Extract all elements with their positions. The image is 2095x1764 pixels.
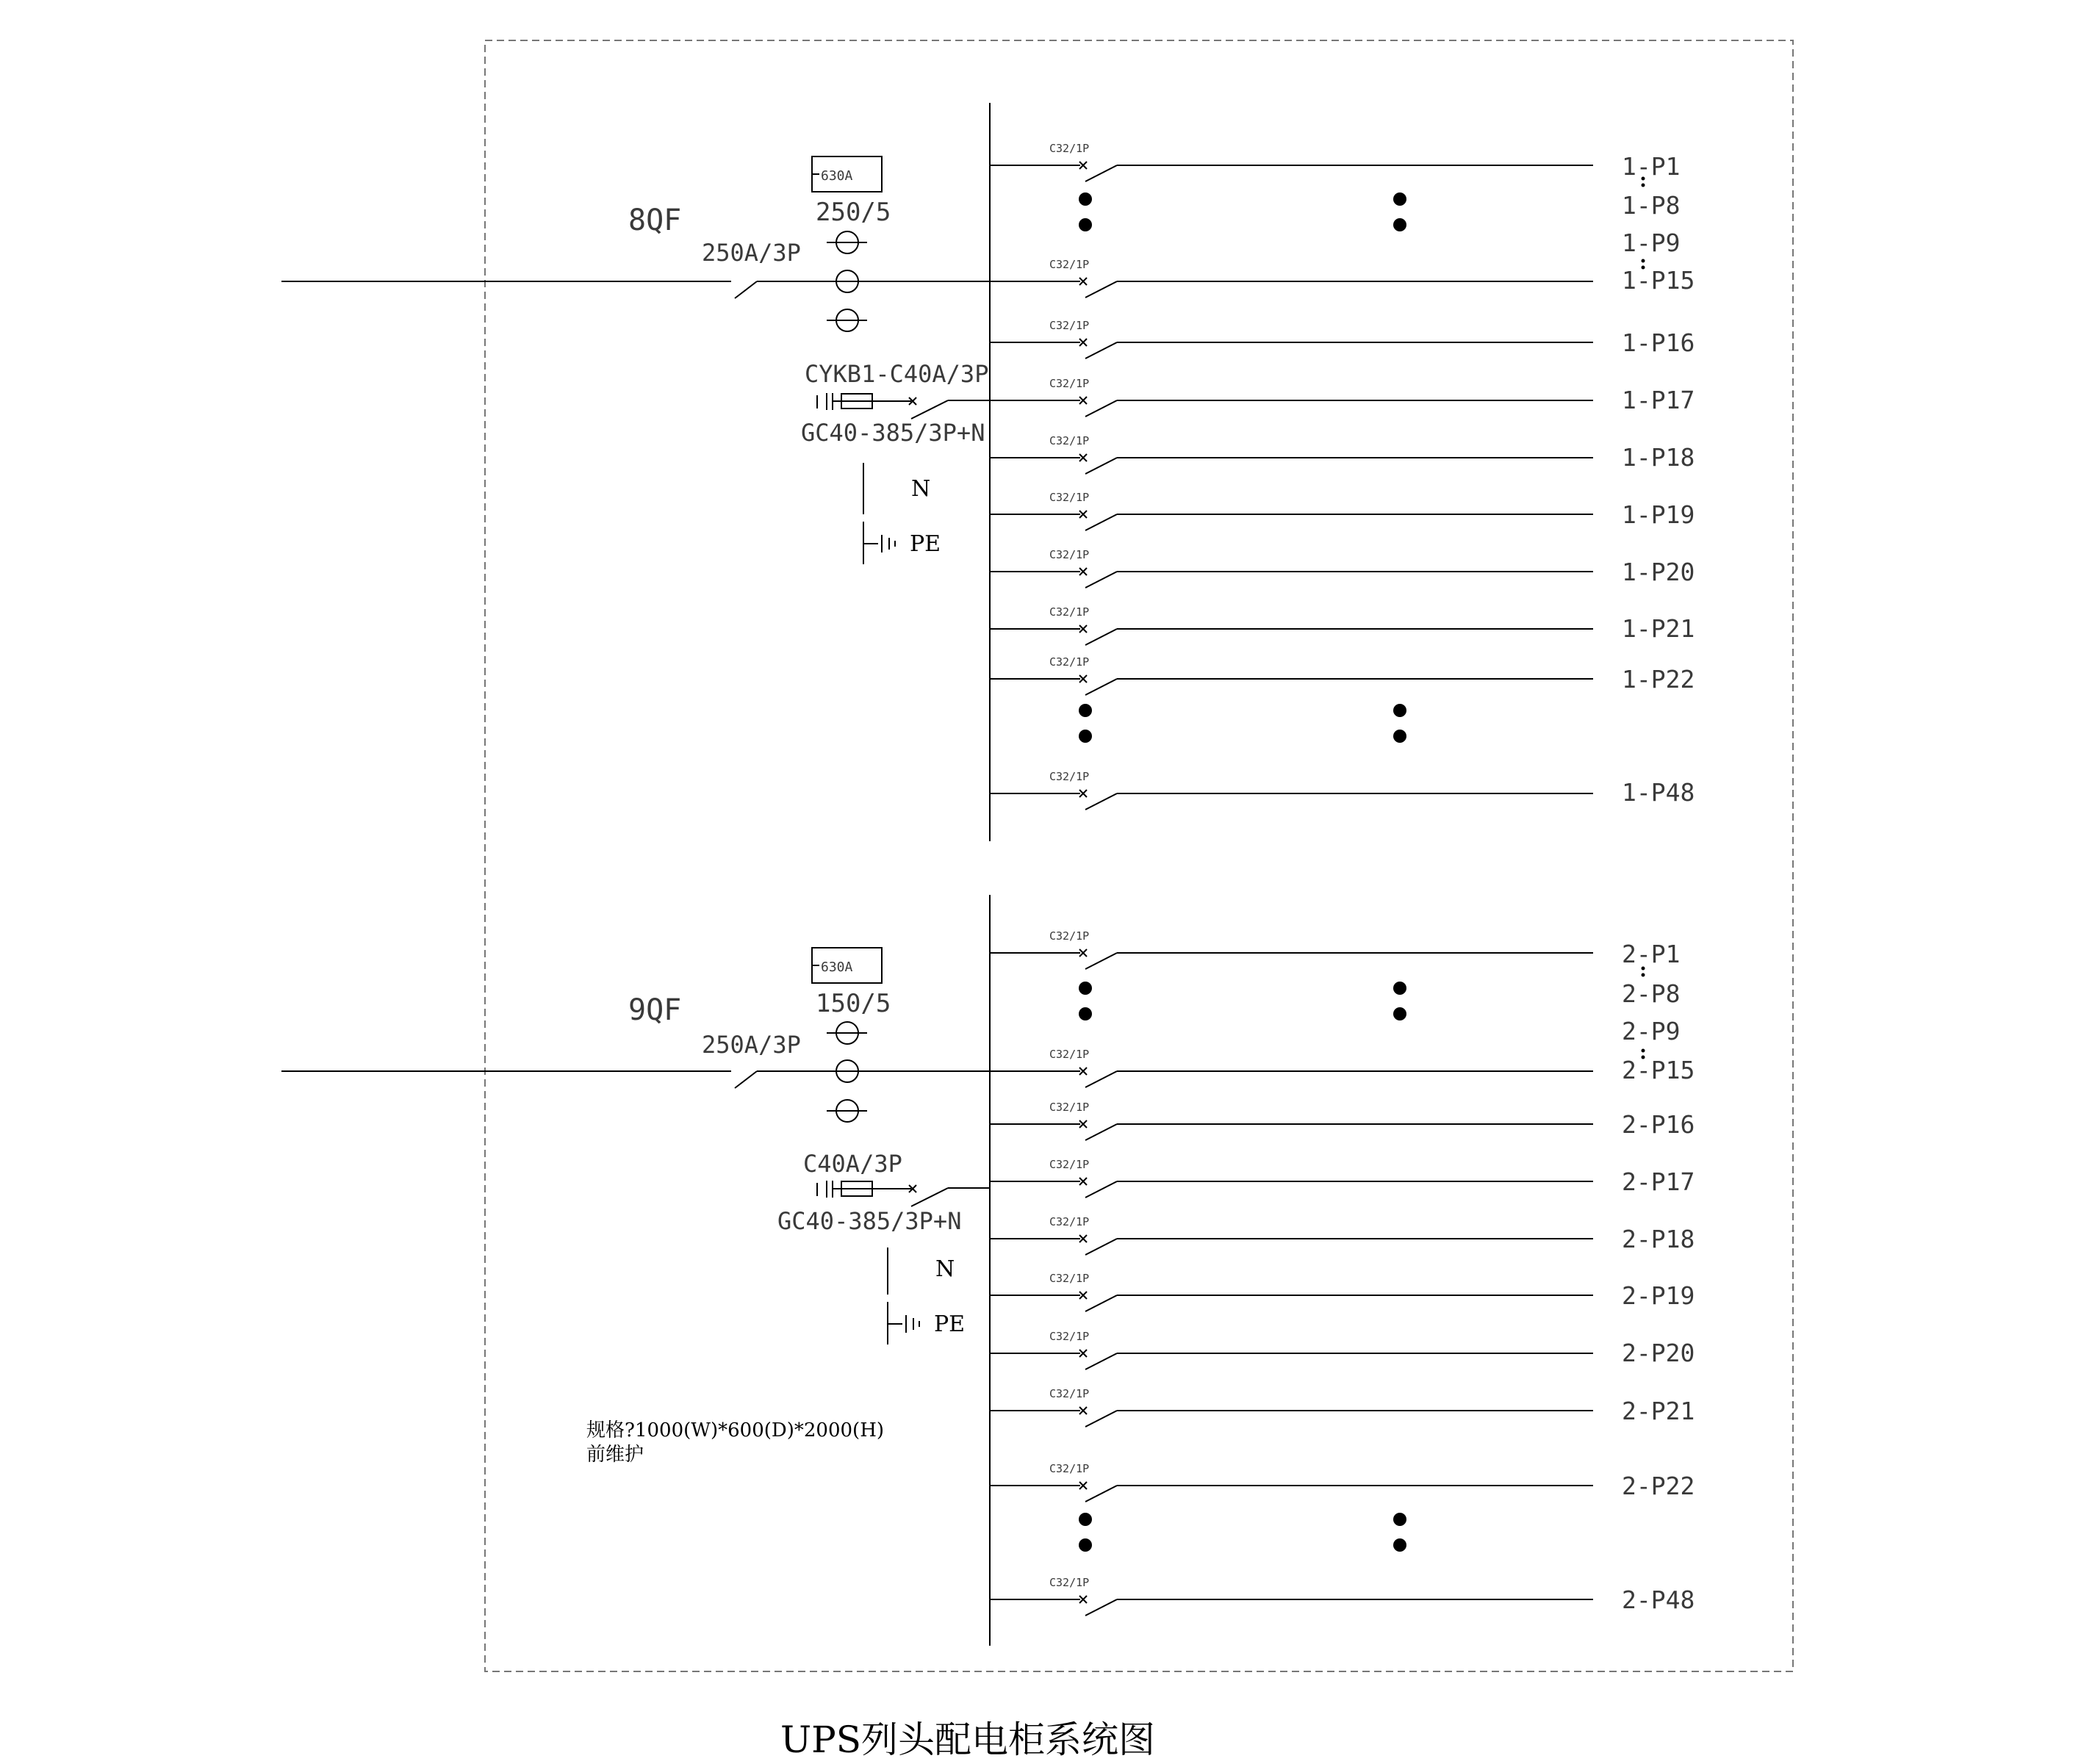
spd-breaker-icon bbox=[817, 393, 990, 419]
breaker-blade bbox=[1085, 1071, 1117, 1087]
branch-circuit bbox=[990, 319, 1695, 359]
output-label: 2-P8 bbox=[1622, 979, 1681, 1008]
output-label: 1-P9 bbox=[1622, 228, 1681, 257]
branch-breaker-label: C32/1P bbox=[1049, 1387, 1090, 1400]
branch-circuit bbox=[990, 377, 1695, 417]
branch-breaker-label: C32/1P bbox=[1049, 1330, 1090, 1343]
branch-circuit bbox=[990, 258, 1695, 298]
output-label: 1-P48 bbox=[1622, 778, 1695, 807]
main-breaker-label: 250A/3P bbox=[702, 239, 801, 267]
output-label: 2-P18 bbox=[1622, 1225, 1695, 1253]
continuation-dots bbox=[1079, 967, 1645, 1552]
spd-breaker-label: CYKB1-C40A/3P bbox=[805, 360, 989, 388]
branch-breaker-label: C32/1P bbox=[1049, 605, 1090, 619]
pe-label: PE bbox=[934, 1311, 966, 1337]
pe-label: PE bbox=[910, 531, 941, 557]
branch-circuit bbox=[990, 1462, 1695, 1502]
branch-circuit bbox=[990, 929, 1680, 969]
output-label: 1-P18 bbox=[1622, 443, 1695, 472]
ct-label: 150/5 bbox=[816, 989, 891, 1018]
spd-label: GC40-385/3P+N bbox=[777, 1207, 962, 1235]
branch-circuit bbox=[990, 1048, 1695, 1087]
branch-circuit bbox=[990, 655, 1695, 695]
branch-breaker-label: C32/1P bbox=[1049, 1158, 1090, 1171]
output-label: 1-P15 bbox=[1622, 266, 1695, 295]
breaker-blade bbox=[1085, 1124, 1117, 1140]
output-label: 2-P22 bbox=[1622, 1472, 1695, 1500]
branch-breaker-label: C32/1P bbox=[1049, 142, 1090, 155]
output-label: 2-P9 bbox=[1622, 1017, 1681, 1045]
branch-circuit bbox=[990, 1158, 1695, 1198]
branch-breaker-label: C32/1P bbox=[1049, 548, 1090, 561]
breaker-blade bbox=[1085, 1411, 1117, 1427]
branch-breaker-label: C32/1P bbox=[1049, 1215, 1090, 1228]
breaker-blade bbox=[1085, 165, 1117, 181]
branch-breaker-label: C32/1P bbox=[1049, 1576, 1090, 1589]
branch-breaker-label: C32/1P bbox=[1049, 929, 1090, 943]
meter-label: 630A bbox=[821, 960, 853, 975]
meter-label: 630A bbox=[821, 168, 853, 184]
output-label: 2-P15 bbox=[1622, 1056, 1695, 1084]
breaker-blade bbox=[1085, 953, 1117, 969]
branch-breaker-label: C32/1P bbox=[1049, 377, 1090, 390]
spd-breaker-label: C40A/3P bbox=[803, 1150, 902, 1178]
output-label: 2-P16 bbox=[1622, 1110, 1695, 1139]
qf-label: 8QF bbox=[628, 204, 682, 237]
output-label: 2-P17 bbox=[1622, 1167, 1695, 1196]
output-label: 1-P8 bbox=[1622, 191, 1681, 220]
spec-line-1: 规格?1000(W)*600(D)*2000(H) bbox=[586, 1419, 885, 1441]
branch-circuit bbox=[990, 434, 1695, 474]
branch-circuit bbox=[990, 1272, 1695, 1311]
spec-line-2: 前维护 bbox=[586, 1444, 644, 1466]
branch-circuit bbox=[990, 770, 1695, 810]
ct-label: 250/5 bbox=[816, 198, 891, 227]
breaker-blade bbox=[1085, 1486, 1117, 1502]
breaker-blade bbox=[1085, 342, 1117, 359]
breaker-blade bbox=[1085, 281, 1117, 298]
branch-breaker-label: C32/1P bbox=[1049, 1048, 1090, 1061]
branch-circuit bbox=[990, 1101, 1695, 1140]
branch-breaker-label: C32/1P bbox=[1049, 655, 1090, 669]
n-label: N bbox=[911, 476, 931, 502]
breaker-blade bbox=[1085, 514, 1117, 530]
branch-breaker-label: C32/1P bbox=[1049, 1462, 1090, 1475]
branch-circuit bbox=[1622, 228, 1680, 257]
main-breaker-label: 250A/3P bbox=[702, 1031, 801, 1059]
branch-circuit bbox=[1622, 191, 1680, 220]
branch-circuit bbox=[990, 491, 1695, 530]
branch-breaker-label: C32/1P bbox=[1049, 1101, 1090, 1114]
breaker-blade bbox=[1085, 1239, 1117, 1255]
output-label: 1-P17 bbox=[1622, 386, 1695, 414]
breaker-blade bbox=[1085, 458, 1117, 474]
n-label: N bbox=[935, 1256, 955, 1282]
branch-circuit bbox=[990, 1576, 1695, 1616]
breaker-blade bbox=[1085, 1181, 1117, 1198]
qf-label: 9QF bbox=[628, 993, 682, 1027]
pe-ground-icon bbox=[863, 522, 895, 564]
branch-circuit bbox=[990, 1387, 1695, 1427]
output-label: 1-P19 bbox=[1622, 500, 1695, 529]
branch-circuit bbox=[990, 548, 1695, 588]
output-label: 1-P20 bbox=[1622, 558, 1695, 586]
spd-label: GC40-385/3P+N bbox=[801, 419, 985, 447]
output-label: 1-P22 bbox=[1622, 665, 1695, 694]
breaker-blade bbox=[1085, 400, 1117, 417]
branch-breaker-label: C32/1P bbox=[1049, 258, 1090, 271]
branch-breaker-label: C32/1P bbox=[1049, 770, 1090, 783]
branch-breaker-label: C32/1P bbox=[1049, 491, 1090, 504]
branch-circuit bbox=[990, 142, 1680, 181]
pe-ground-icon bbox=[888, 1302, 919, 1344]
branch-circuits bbox=[990, 929, 1695, 1616]
breaker-blade bbox=[1085, 1295, 1117, 1311]
output-label: 2-P21 bbox=[1622, 1397, 1695, 1425]
branch-circuit bbox=[990, 1330, 1695, 1369]
branch-circuit bbox=[1622, 979, 1680, 1008]
breaker-blade bbox=[1085, 629, 1117, 645]
output-label: 2-P19 bbox=[1622, 1281, 1695, 1310]
breaker-blade bbox=[1085, 793, 1117, 810]
diagram-title: UPS列头配电柜系统图 bbox=[780, 1718, 1156, 1761]
branch-breaker-label: C32/1P bbox=[1049, 319, 1090, 332]
breaker-blade bbox=[1085, 1599, 1117, 1616]
main-breaker-blade bbox=[735, 1071, 757, 1088]
spd-breaker-icon bbox=[817, 1181, 990, 1206]
output-label: 1-P16 bbox=[1622, 328, 1695, 357]
panel-8qf bbox=[281, 103, 1695, 841]
output-label: 1-P1 bbox=[1622, 152, 1681, 181]
output-label: 2-P20 bbox=[1622, 1339, 1695, 1367]
output-label: 2-P1 bbox=[1622, 940, 1681, 968]
breaker-blade bbox=[1085, 1353, 1117, 1369]
branch-circuit bbox=[990, 605, 1695, 645]
main-breaker-blade bbox=[735, 281, 757, 298]
branch-breaker-label: C32/1P bbox=[1049, 1272, 1090, 1285]
continuation-dots bbox=[1079, 177, 1645, 744]
output-label: 2-P48 bbox=[1622, 1585, 1695, 1614]
branch-circuits bbox=[990, 142, 1695, 810]
breaker-blade bbox=[1085, 572, 1117, 588]
output-label: 1-P21 bbox=[1622, 614, 1695, 643]
branch-circuit bbox=[990, 1215, 1695, 1255]
branch-breaker-label: C32/1P bbox=[1049, 434, 1090, 447]
breaker-blade bbox=[1085, 679, 1117, 695]
panel-9qf bbox=[281, 895, 1695, 1646]
branch-circuit bbox=[1622, 1017, 1680, 1045]
